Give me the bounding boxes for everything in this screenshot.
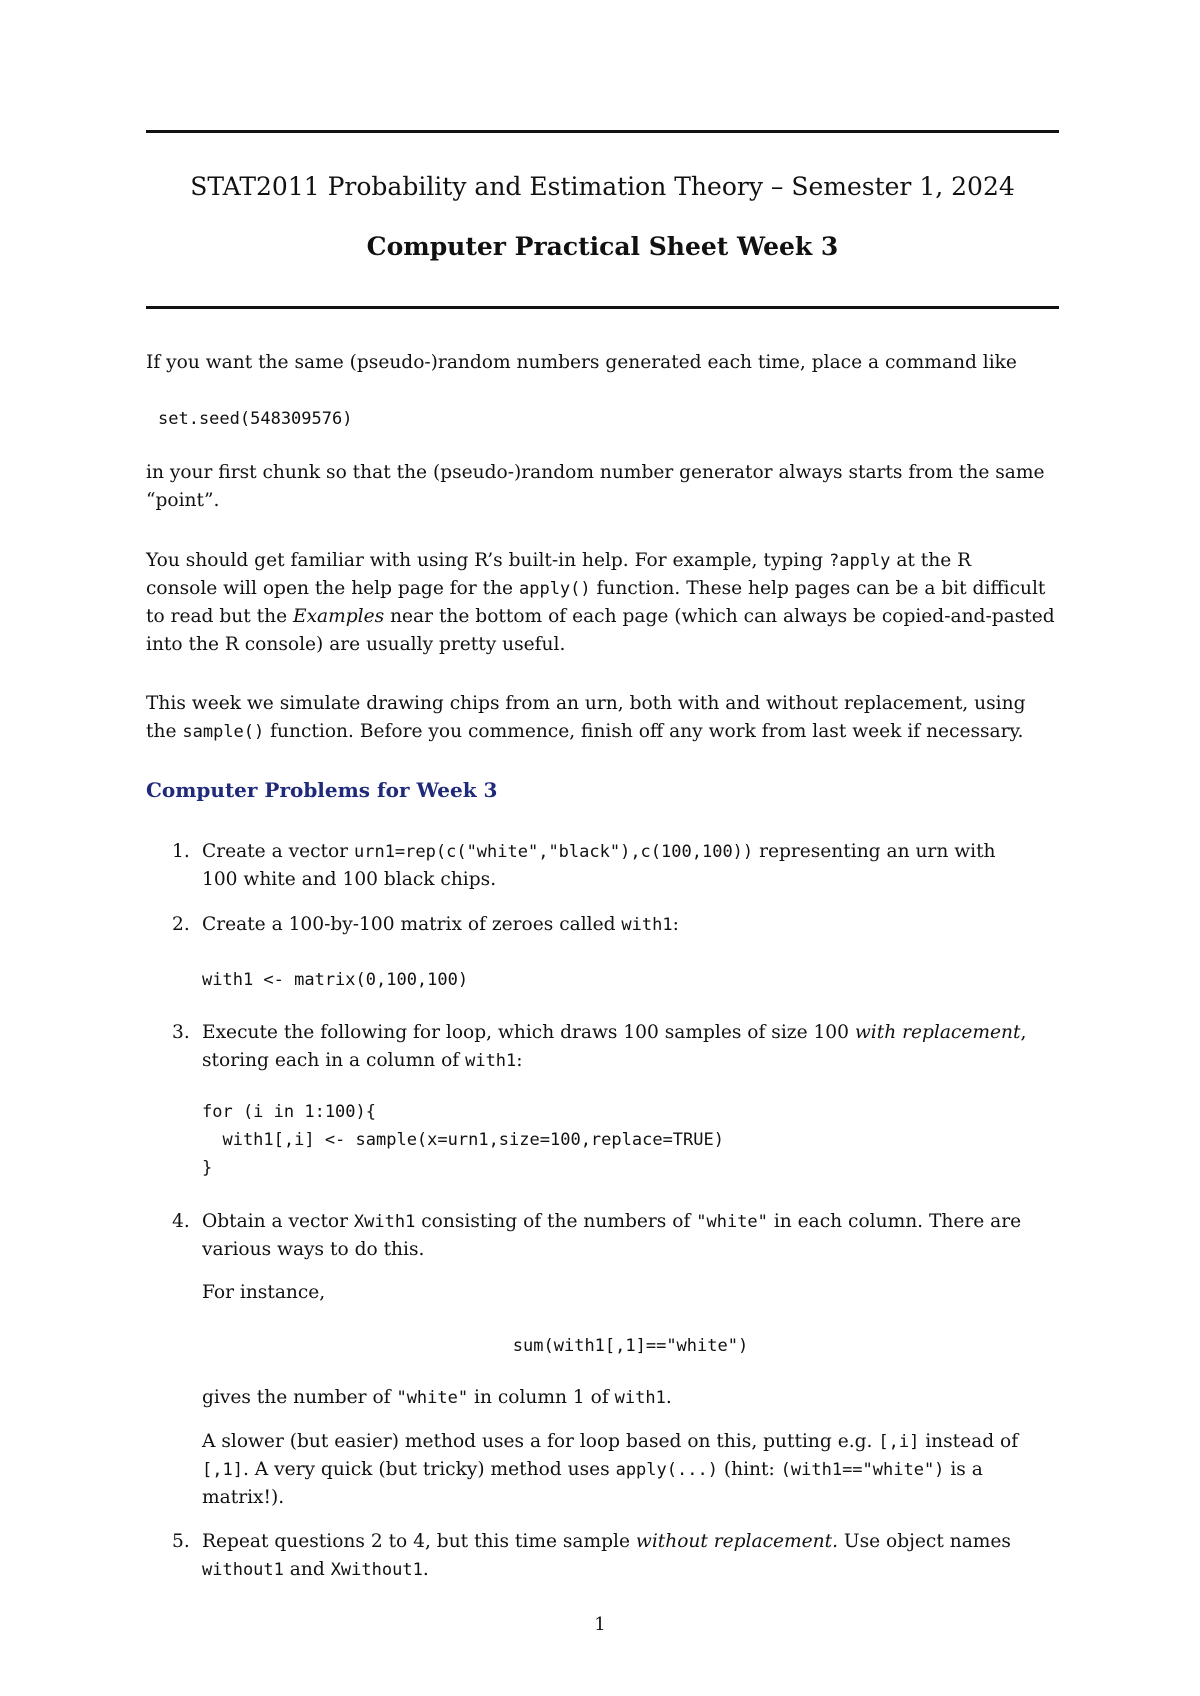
text: is a [944,1459,983,1480]
problem-3-line2 [202,1047,1059,1075]
inline-code: with1 [614,1388,666,1408]
inline-code: Xwith1 [353,1212,416,1232]
inline-code: without1 [202,1560,284,1580]
text: (hint: [717,1459,781,1480]
inline-code: "white" [396,1388,469,1408]
code-block: with1 <- matrix(0,100,100) [202,970,469,990]
text: consisting of the numbers of [415,1211,697,1232]
inline-code: with1 [465,1051,517,1071]
text: near the bottom of each page (which can always be copied-and-pasted [384,606,1055,627]
inline-code: [,i] [878,1432,920,1452]
text: gives the number of [202,1387,397,1408]
text: Use object names [838,1531,1011,1552]
inline-code: apply(...) [615,1460,718,1480]
problem-4-slow-line1 [202,1428,1059,1456]
text: to read but the [146,606,293,627]
text: and [283,1559,331,1580]
problem-4-gives [202,1384,1059,1412]
problem-2-line1 [202,911,1059,939]
inline-code: [,1] [202,1460,243,1480]
text: function. Before you commence, finish off any work from last week if necessary. [264,721,1024,742]
text: . A very quick (but tricky) method uses [242,1459,616,1480]
text: A slower (but easier) method uses a for loop based on this, putting e.g. [202,1431,879,1452]
code-line: } [202,1158,213,1178]
inline-code: (with1=="white") [780,1460,945,1480]
emphasis: without replacement. [635,1531,839,1552]
problem-4-instance: For instance, [202,1282,326,1303]
text: Repeat questions 2 to 4, but this time sample [202,1531,636,1552]
sheet-title: Computer Practical Sheet Week 3 [366,232,839,261]
text: You should get familiar with using R’s built-in help. For example, typing [146,550,829,571]
text: . [665,1387,672,1408]
inline-code: sample() [182,722,265,742]
problem-1-line1 [202,838,1059,866]
text: : [672,914,679,935]
intro-paragraph-3-line4: into the R console) are usually pretty useful. [146,634,566,655]
text: Obtain a vector [202,1211,354,1232]
intro-paragraph-4-line2 [146,718,1059,746]
intro-paragraph-3-line3 [146,603,1059,631]
text: in column 1 of [468,1387,615,1408]
inline-code: apply() [518,579,591,599]
inline-code: Xwithout1 [330,1560,423,1580]
bottom-rule [146,306,1059,309]
text: representing an urn with [753,841,996,862]
intro-paragraph-4-line1: This week we simulate drawing chips from an urn, both with and without replacement, using [146,693,1026,714]
text: at the R [890,550,972,571]
problem-3-line1 [202,1019,1059,1047]
display-code: sum(with1[,1]=="white") [512,1336,749,1356]
problem-4-slow-line2 [202,1456,1059,1484]
intro-paragraph-2-line1: in your first chunk so that the (pseudo-)random number generator always starts from the same [146,462,1045,483]
text: Execute the following for loop, which draws 100 samples of size 100 [202,1022,855,1043]
text: . [422,1559,429,1580]
text: in each column. There are [767,1211,1022,1232]
code-line: with1[,i] <- sample(x=urn1,size=100,replace=TRUE) [202,1130,724,1150]
problem-number: 1. [172,841,190,862]
problem-number: 4. [172,1211,190,1232]
problem-4-line1 [202,1208,1059,1236]
intro-paragraph-1: If you want the same (pseudo-)random numbers generated each time, place a command like [146,352,1017,373]
text: the [146,721,183,742]
code-line: for (i in 1:100){ [202,1102,376,1122]
intro-paragraph-3-line1 [146,547,1059,575]
page-number: 1 [594,1614,606,1635]
problem-4-slow-line3: matrix!). [202,1487,285,1508]
course-title: STAT2011 Probability and Estimation Theory – Semester 1, 2024 [190,172,1015,201]
problem-1-line2: 100 white and 100 black chips. [202,869,497,890]
inline-code: "white" [696,1212,768,1232]
emphasis: Examples [293,606,385,627]
problem-number: 2. [172,914,190,935]
emphasis: with replacement [854,1022,1021,1043]
section-heading: Computer Problems for Week 3 [146,778,498,802]
text: Create a vector [202,841,354,862]
top-rule [146,130,1059,133]
text: function. These help pages can be a bit difficult [590,578,1046,599]
problem-number: 5. [172,1531,190,1552]
text: Create a 100-by-100 matrix of zeroes called [202,914,622,935]
text: console will open the help page for the [146,578,519,599]
problem-number: 3. [172,1022,190,1043]
inline-code: with1 [621,915,673,935]
text: , [1020,1022,1027,1043]
intro-paragraph-2-line2: “point”. [146,490,220,511]
problem-5-line2 [202,1556,1059,1584]
text: instead of [919,1431,1019,1452]
problem-4-line2: various ways to do this. [202,1239,425,1260]
intro-paragraph-3-line2 [146,575,1059,603]
text: : [516,1050,523,1071]
problem-5-line1 [202,1528,1059,1556]
seed-code: set.seed(548309576) [158,409,353,429]
inline-code: urn1=rep(c("white","black"),c(100,100)) [353,842,754,862]
inline-code: ?apply [829,551,891,571]
text: storing each in a column of [202,1050,466,1071]
